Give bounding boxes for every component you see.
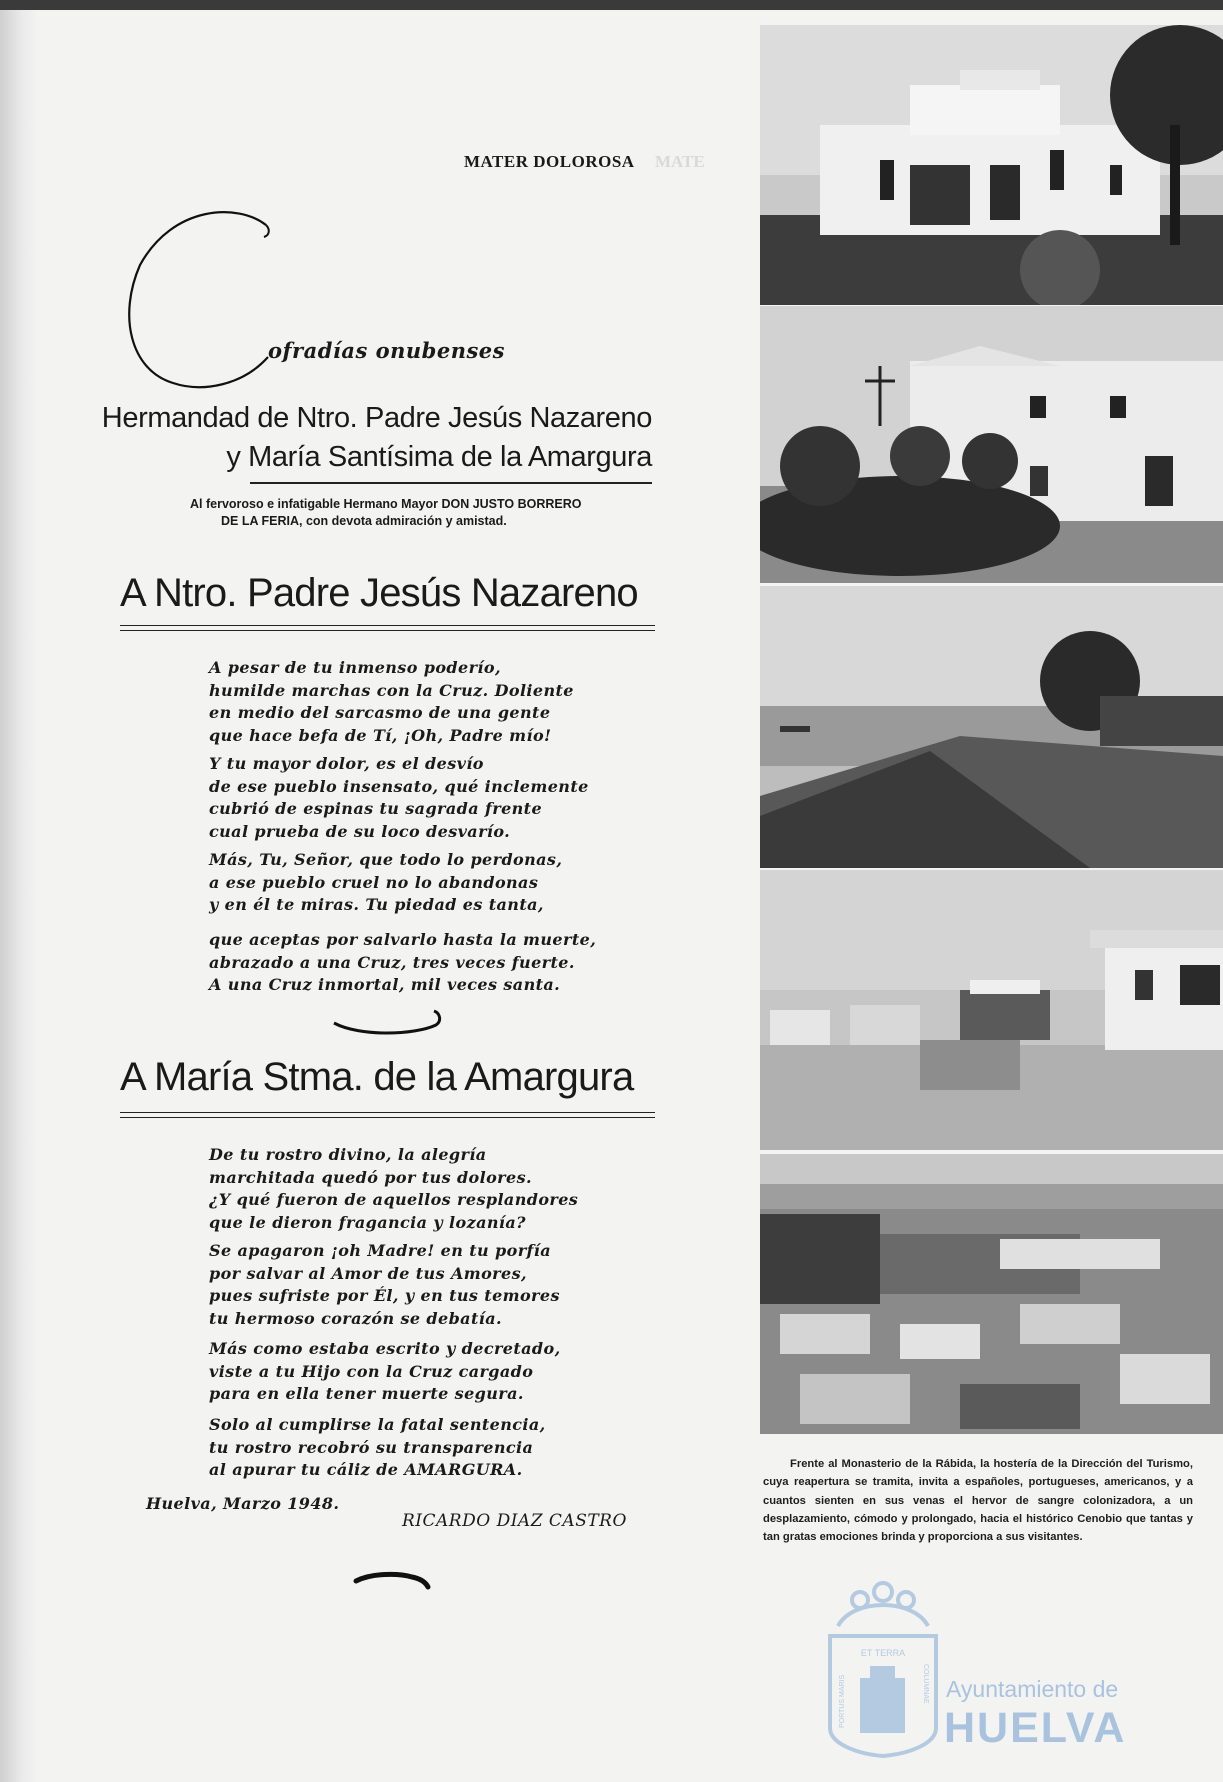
facing-page-edge bbox=[0, 10, 36, 1782]
verse-line: De tu rostro divino, la alegría bbox=[209, 1145, 487, 1164]
scan-top-edge bbox=[0, 0, 1223, 10]
poem-2-heading: A María Stma. de la Amargura bbox=[120, 1055, 634, 1099]
verse-line: para en ella tener muerte segura. bbox=[209, 1384, 524, 1403]
poem-2-stanza-4 bbox=[209, 1414, 649, 1482]
decorative-initial-c bbox=[118, 205, 283, 390]
photo-huelva-aerial-view bbox=[760, 1154, 1223, 1434]
watermark-text-line-2: HUELVA bbox=[944, 1704, 1127, 1752]
poem-1-stanza-4 bbox=[209, 929, 649, 997]
verse-line: por salvar al Amor de tus Amores, bbox=[209, 1263, 527, 1283]
verse-line: tu rostro recobró su transparencia bbox=[209, 1437, 534, 1457]
header-label: MATER DOLOROSA bbox=[464, 152, 635, 171]
photos-caption: Frente al Monasterio de la Rábida, la hostería de la Dirección del Turismo, cuya reapertura se tramita, invita a españoles, portugueses, americanos, y a cuantos sienten en sus venas el hervor de sangre colonizadora, a un desplazamiento, cómodo y prolongado, hacia el histórico Cenobio que tantas y tan gratas emociones brinda y proporciona a sus visitantes. bbox=[763, 1458, 1193, 1544]
verse-line: Y tu mayor dolor, es el desvío bbox=[209, 754, 484, 773]
verse-line: Se apagaron ¡oh Madre! en tu porfía bbox=[209, 1241, 552, 1260]
photo-beach-chalets bbox=[760, 870, 1223, 1150]
ornament-swash bbox=[330, 1003, 445, 1039]
poem-1-heading-rule bbox=[120, 625, 655, 631]
verse-line: Solo al cumplirse la fatal sentencia, bbox=[209, 1415, 546, 1434]
dedication-line-2: DE LA FERIA, con devota admiración y amistad. bbox=[221, 514, 507, 528]
verse-line: marchitada quedó por tus dolores. bbox=[209, 1167, 532, 1187]
verse-line: Más, Tu, Señor, que todo lo perdonas, bbox=[209, 850, 563, 869]
verse-line: al apurar tu cáliz de AMARGURA. bbox=[209, 1460, 523, 1479]
verse-line: Más como estaba escrito y decretado, bbox=[209, 1339, 561, 1358]
photo-hosteria-building bbox=[760, 25, 1223, 305]
dedication bbox=[190, 496, 652, 530]
poem-1-stanza-3 bbox=[209, 849, 649, 917]
verse-line: A pesar de tu inmenso poderío, bbox=[209, 658, 501, 677]
verse-line: tu hermoso corazón se debatía. bbox=[209, 1308, 502, 1328]
subtitle-underline bbox=[250, 482, 652, 484]
place-and-date: Huelva, Marzo 1948. bbox=[146, 1494, 340, 1513]
poem-1-heading: A Ntro. Padre Jesús Nazareno bbox=[120, 571, 638, 615]
photo-rabida-monastery bbox=[760, 306, 1223, 583]
verse-line: pues sufriste por Él, y en tus temores bbox=[209, 1286, 560, 1305]
photo-riverside-promenade bbox=[760, 586, 1223, 868]
section-title: ofradías onubenses bbox=[268, 338, 505, 363]
verse-line: ¿Y qué fueron de aquellos resplandores bbox=[209, 1190, 579, 1209]
closing-ornament bbox=[350, 1565, 435, 1591]
brotherhood-name-line-2: y María Santísima de la Amargura bbox=[226, 441, 652, 473]
poem-1-stanza-2 bbox=[209, 753, 649, 843]
verse-line: que le dieron fragancia y lozanía? bbox=[209, 1212, 526, 1232]
verse-line: que aceptas por salvarlo hasta la muerte, bbox=[209, 930, 597, 949]
verse-line: humilde marchas con la Cruz. Doliente bbox=[209, 680, 574, 700]
verse-line: A una Cruz inmortal, mil veces santa. bbox=[209, 975, 561, 994]
verse-line: cubrió de espinas tu sagrada frente bbox=[209, 799, 543, 818]
svg-text:PORTUS MARIS: PORTUS MARIS bbox=[839, 1674, 846, 1728]
verse-line: cual prueba de su loco desvarío. bbox=[209, 821, 511, 841]
verse-line: que hace befa de Tí, ¡Oh, Padre mío! bbox=[209, 725, 552, 745]
poem-2-stanza-3 bbox=[209, 1338, 649, 1406]
verse-line: a ese pueblo cruel no lo abandonas bbox=[209, 872, 539, 892]
watermark-text-line-1: Ayuntamiento de bbox=[946, 1676, 1119, 1702]
svg-text:ET TERRA: ET TERRA bbox=[860, 1648, 906, 1658]
poem-2-stanza-2 bbox=[209, 1240, 649, 1330]
author-signature: RICARDO DIAZ CASTRO bbox=[402, 1511, 627, 1531]
header-label-bleed: MATE bbox=[655, 152, 705, 171]
poem-2-heading-rule bbox=[120, 1112, 655, 1118]
brotherhood-name-line-1: Hermandad de Ntro. Padre Jesús Nazareno bbox=[101, 402, 652, 434]
verse-line: viste a tu Hijo con la Cruz cargado bbox=[209, 1361, 534, 1381]
verse-line: y en él te miras. Tu piedad es tanta, bbox=[209, 895, 544, 914]
verse-line: de ese pueblo insensato, qué inclemente bbox=[209, 776, 589, 796]
dedication-line-1: Al fervoroso e infatigable Hermano Mayor DON JUSTO BORRERO bbox=[190, 497, 582, 511]
svg-text:COLUMNAE: COLUMNAE bbox=[922, 1664, 929, 1704]
verse-line: abrazado a una Cruz, tres veces fuerte. bbox=[209, 952, 575, 972]
poem-2-stanza-1 bbox=[209, 1144, 649, 1234]
poem-1-stanza-1 bbox=[209, 657, 649, 747]
verse-line: en medio del sarcasmo de una gente bbox=[209, 703, 551, 722]
